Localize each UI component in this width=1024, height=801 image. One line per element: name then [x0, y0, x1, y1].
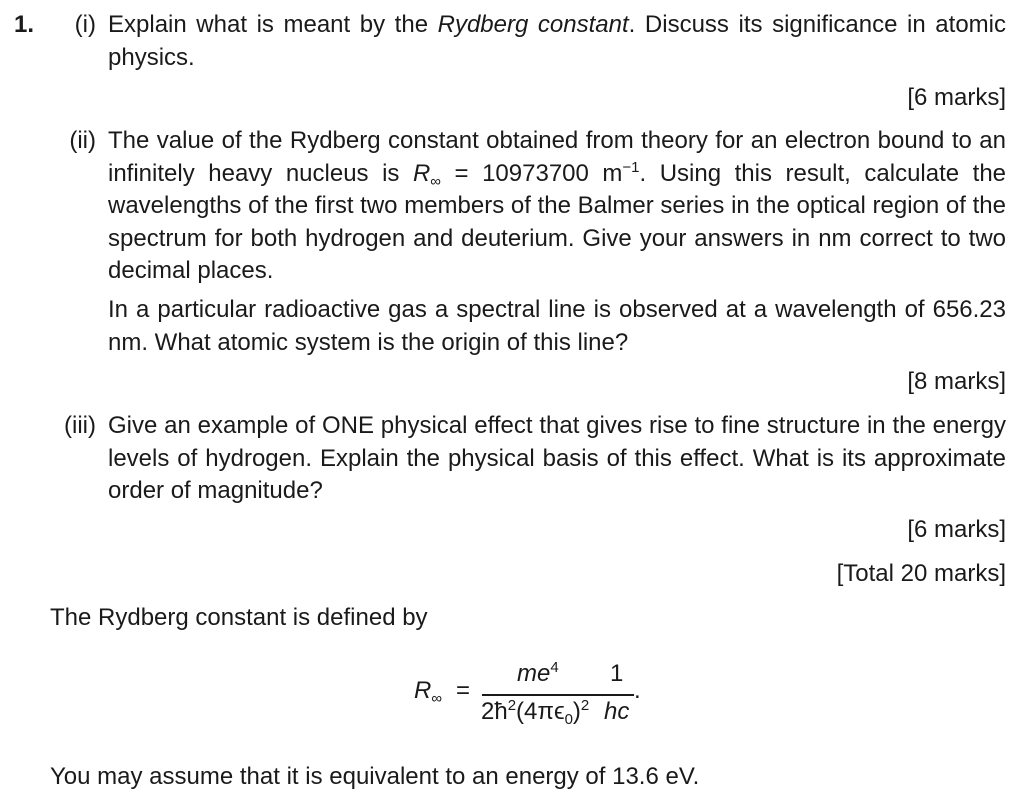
- formula-num-exp: 4: [550, 659, 559, 676]
- fraction-2-bar: [604, 694, 634, 696]
- formula-equals: =: [456, 677, 471, 704]
- part-iii-marks: [6 marks]: [907, 516, 1006, 543]
- part-ii-text-a: The value of the Rydberg constant obtained from theory for an electron bound to an infinitely heavy nucleus is: [108, 127, 1006, 187]
- part-ii-symbol-r: R: [412, 159, 431, 187]
- fraction-1-denominator: [481, 698, 589, 726]
- part-ii-symbol-sub: ∞: [430, 172, 441, 190]
- formula-den-b: (4πϵ: [516, 698, 565, 725]
- part-ii-marks: [8 marks]: [907, 368, 1006, 395]
- definition-intro: The Rydberg constant is defined by: [50, 604, 428, 631]
- part-i-text-a: Explain what is meant by the: [108, 11, 438, 38]
- part-i-marks: [6 marks]: [907, 84, 1006, 111]
- part-ii-label: (ii): [69, 127, 96, 154]
- formula-den-exp: 2: [507, 697, 517, 714]
- total-marks: [Total 20 marks]: [836, 560, 1006, 587]
- formula-lhs-r: R: [414, 677, 432, 704]
- part-i-text: [108, 9, 1006, 74]
- formula-lhs-sub: ∞: [431, 690, 443, 707]
- part-ii-text: [108, 125, 1006, 288]
- part-ii-text-c: In a particular radioactive gas a spectral line is observed at a wavelength of 656.23 nm. What atomic system is the origin of this line?: [108, 296, 1006, 356]
- formula-den-sub: 0: [564, 711, 573, 728]
- formula-lhs: [414, 677, 442, 705]
- part-i-text-b: . Discuss its significance in atomic physics.: [108, 11, 1006, 71]
- part-ii-eq-value: = 10973700 m: [441, 159, 623, 187]
- formula-den-exp2: 2: [580, 697, 590, 714]
- fraction-2-denominator: [604, 698, 629, 726]
- fraction-1-bar: [482, 694, 612, 696]
- formula-den-c: ): [572, 698, 581, 725]
- fraction-1-numerator: [517, 660, 559, 688]
- formula-den2: hc: [604, 698, 630, 725]
- assumption-text: You may assume that it is equivalent to an energy of 13.6 eV.: [50, 763, 700, 790]
- fraction-2-numerator: 1: [610, 660, 624, 687]
- formula-den-a: 2ħ: [481, 698, 508, 725]
- question-number: 1.: [14, 11, 35, 38]
- part-iii-text: Give an example of ONE physical effect that gives rise to fine structure in the energy levels of hydrogen. Explain the physical basis of this effect. What is its approximate order of magnitude?: [108, 412, 1006, 504]
- formula-num-me: me: [517, 660, 551, 687]
- part-i-rydberg-term: Rydberg constant: [437, 11, 629, 38]
- part-i-label: (i): [74, 11, 96, 38]
- part-ii-exponent: −1: [622, 158, 640, 176]
- part-iii-label: (iii): [64, 412, 96, 439]
- formula-period: .: [634, 677, 641, 704]
- part-ii-text-b: . Using this result, calculate the wavelengths of the first two members of the Balmer series in the optical region of the spectrum for both hydrogen and deuterium. Give your answers in nm correct to two decimal places.: [108, 159, 1007, 284]
